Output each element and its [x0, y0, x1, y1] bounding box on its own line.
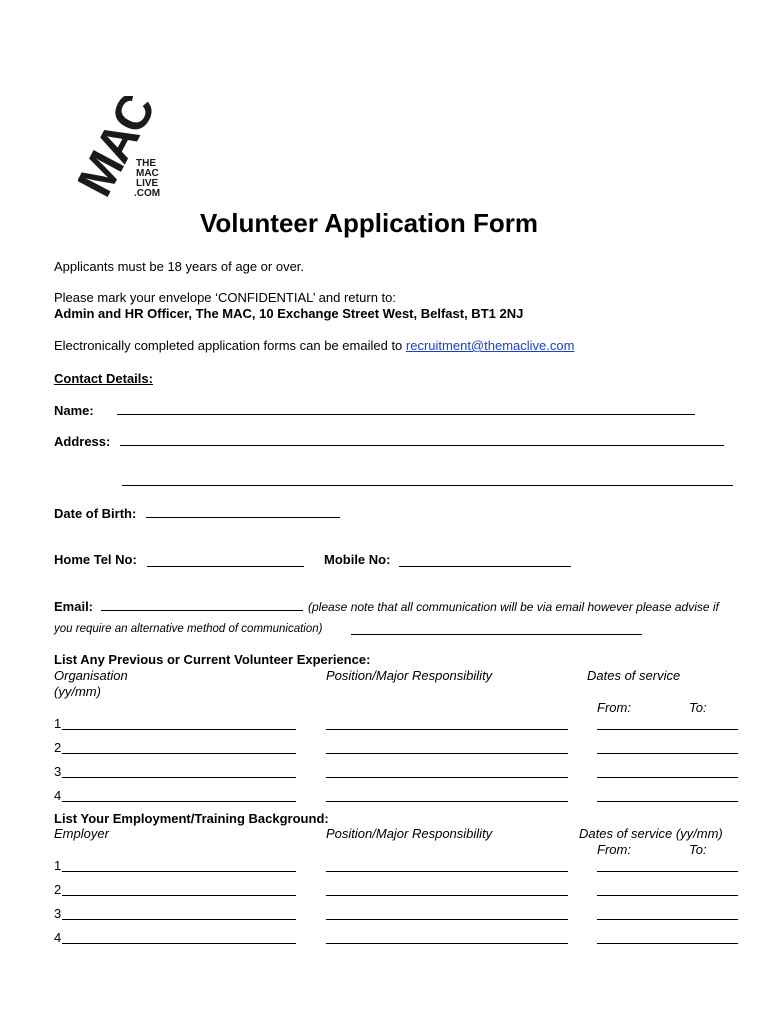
address-label: Address: [54, 434, 111, 449]
page-title: Volunteer Application Form [200, 208, 539, 238]
employment-col-from: From: [597, 842, 631, 857]
employment-row-number: 2 [54, 882, 62, 897]
volunteer-position-field[interactable] [326, 777, 568, 778]
volunteer-col-from: From: [597, 700, 631, 715]
dob-label: Date of Birth: [54, 506, 137, 521]
employment-row-number: 4 [54, 930, 62, 945]
volunteer-dates-field[interactable] [597, 753, 738, 754]
email-label: Email: [54, 599, 94, 614]
address-field-line-1[interactable] [120, 445, 724, 446]
employment-employer-field[interactable] [62, 895, 296, 896]
volunteer-row-number: 4 [54, 788, 62, 803]
employment-col-dates: Dates of service (yy/mm) [579, 826, 723, 841]
contact-details-heading: Contact Details: [54, 371, 153, 386]
volunteer-position-field[interactable] [326, 729, 568, 730]
volunteer-col-dates: Dates of service [587, 668, 681, 683]
volunteer-organisation-field[interactable] [62, 777, 296, 778]
logo-line-4: .COM [134, 188, 161, 199]
employment-dates-field[interactable] [597, 895, 738, 896]
employment-position-field[interactable] [326, 919, 568, 920]
employment-position-field[interactable] [326, 895, 568, 896]
logo-line-1: THE [136, 158, 156, 169]
email-instruction-text: Electronically completed application forms can be emailed to [54, 338, 406, 353]
email-note: (please note that all communication will be via email however please advise if [308, 600, 719, 614]
employment-row-number: 1 [54, 858, 62, 873]
employment-dates-field[interactable] [597, 871, 738, 872]
logo-line-2: MAC [136, 168, 159, 179]
address-field-line-2[interactable] [122, 485, 733, 486]
volunteer-col-date-format: (yy/mm) [54, 684, 101, 699]
employment-employer-field[interactable] [62, 943, 296, 944]
volunteer-position-field[interactable] [326, 801, 568, 802]
employment-col-employer: Employer [54, 826, 109, 841]
employment-dates-field[interactable] [597, 943, 738, 944]
mobile-field[interactable] [399, 566, 571, 567]
volunteer-dates-field[interactable] [597, 729, 738, 730]
volunteer-heading: List Any Previous or Current Volunteer Experience: [54, 652, 371, 667]
employment-dates-field[interactable] [597, 919, 738, 920]
employment-position-field[interactable] [326, 871, 568, 872]
name-field[interactable] [117, 414, 695, 415]
home-tel-label: Home Tel No: [54, 552, 137, 567]
logo-mark: MAC [78, 96, 165, 206]
alternative-communication-field[interactable] [351, 634, 642, 635]
mobile-label: Mobile No: [324, 552, 391, 567]
age-requirement: Applicants must be 18 years of age or over. [54, 259, 305, 274]
home-tel-field[interactable] [147, 566, 304, 567]
name-label: Name: [54, 403, 94, 418]
volunteer-organisation-field[interactable] [62, 801, 296, 802]
volunteer-dates-field[interactable] [597, 777, 738, 778]
employment-row-number: 3 [54, 906, 62, 921]
employment-employer-field[interactable] [62, 919, 296, 920]
email-instruction [54, 338, 574, 353]
volunteer-row-number: 2 [54, 740, 62, 755]
dob-field[interactable] [146, 517, 340, 518]
volunteer-col-to: To: [689, 700, 707, 715]
volunteer-col-organisation: Organisation [54, 668, 128, 683]
volunteer-dates-field[interactable] [597, 801, 738, 802]
email-field[interactable] [101, 610, 303, 611]
employment-col-to: To: [689, 842, 707, 857]
logo-line-3: LIVE [136, 178, 159, 189]
return-address: Admin and HR Officer, The MAC, 10 Exchange Street West, Belfast, BT1 2NJ [54, 306, 524, 321]
volunteer-col-position: Position/Major Responsibility [326, 668, 493, 683]
volunteer-row-number: 3 [54, 764, 62, 779]
envelope-instruction: Please mark your envelope ‘CONFIDENTIAL’ and return to: [54, 290, 396, 305]
volunteer-organisation-field[interactable] [62, 753, 296, 754]
employment-employer-field[interactable] [62, 871, 296, 872]
email-note-continued: you require an alternative method of communication) [54, 623, 323, 635]
employment-heading: List Your Employment/Training Background: [54, 811, 329, 826]
recruitment-email-link[interactable]: recruitment@themaclive.com [405, 338, 575, 353]
volunteer-organisation-field[interactable] [62, 729, 296, 730]
mac-logo [78, 96, 174, 214]
employment-position-field[interactable] [326, 943, 568, 944]
volunteer-row-number: 1 [54, 716, 62, 731]
volunteer-position-field[interactable] [326, 753, 568, 754]
employment-col-position: Position/Major Responsibility [326, 826, 493, 841]
